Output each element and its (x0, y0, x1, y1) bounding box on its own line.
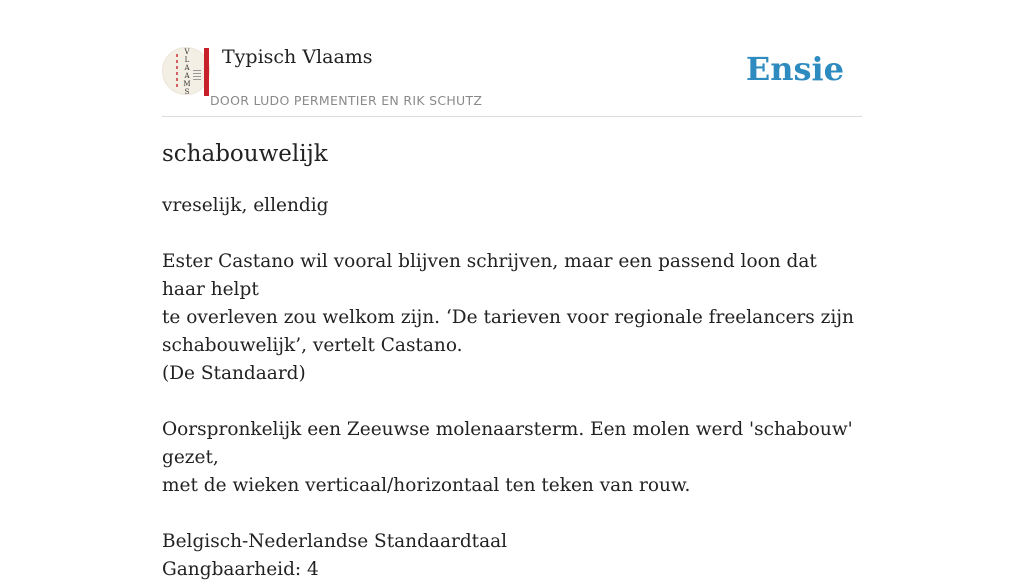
example-source: (De Standaard) (162, 363, 306, 384)
logo-lines (193, 70, 201, 80)
entry-body (162, 192, 862, 584)
origin-line: met de wieken verticaal/horizontaal ten teken van rouw. (162, 475, 691, 496)
logo-decoration (176, 54, 178, 88)
site-title[interactable]: Typisch Vlaams (222, 46, 373, 68)
example-line: Ester Castano wil vooral blijven schrijven, maar een passend loon dat haar helpt (162, 251, 817, 300)
example-line: schabouwelijk’, vertelt Castano. (162, 335, 463, 356)
example-line: te overleven zou welkom zijn. ‘De tarieven voor regionale freelancers zijn (162, 307, 854, 328)
logo-letters: V L A A M S (183, 48, 191, 96)
entry-content (162, 134, 862, 584)
definition: vreselijk, ellendig (162, 195, 329, 216)
authors-byline: DOOR LUDO PERMENTIER EN RIK SCHUTZ (210, 93, 483, 108)
spacer (162, 500, 862, 528)
logo-accent-bar (204, 48, 209, 96)
header (162, 40, 862, 117)
spacer (162, 388, 862, 416)
usage-frequency: Gangbaarheid: 4 (162, 559, 319, 580)
entry-word: schabouwelijk (162, 141, 328, 167)
language-variety: Belgisch-Nederlandse Standaardtaal (162, 531, 508, 552)
origin-line: Oorspronkelijk een Zeeuwse molenaarsterm. Een molen werd 'schabouw' gezet, (162, 419, 853, 468)
site-logo[interactable] (162, 47, 210, 95)
ensie-brand-logo[interactable]: Ensie (745, 50, 844, 88)
spacer (162, 220, 862, 248)
